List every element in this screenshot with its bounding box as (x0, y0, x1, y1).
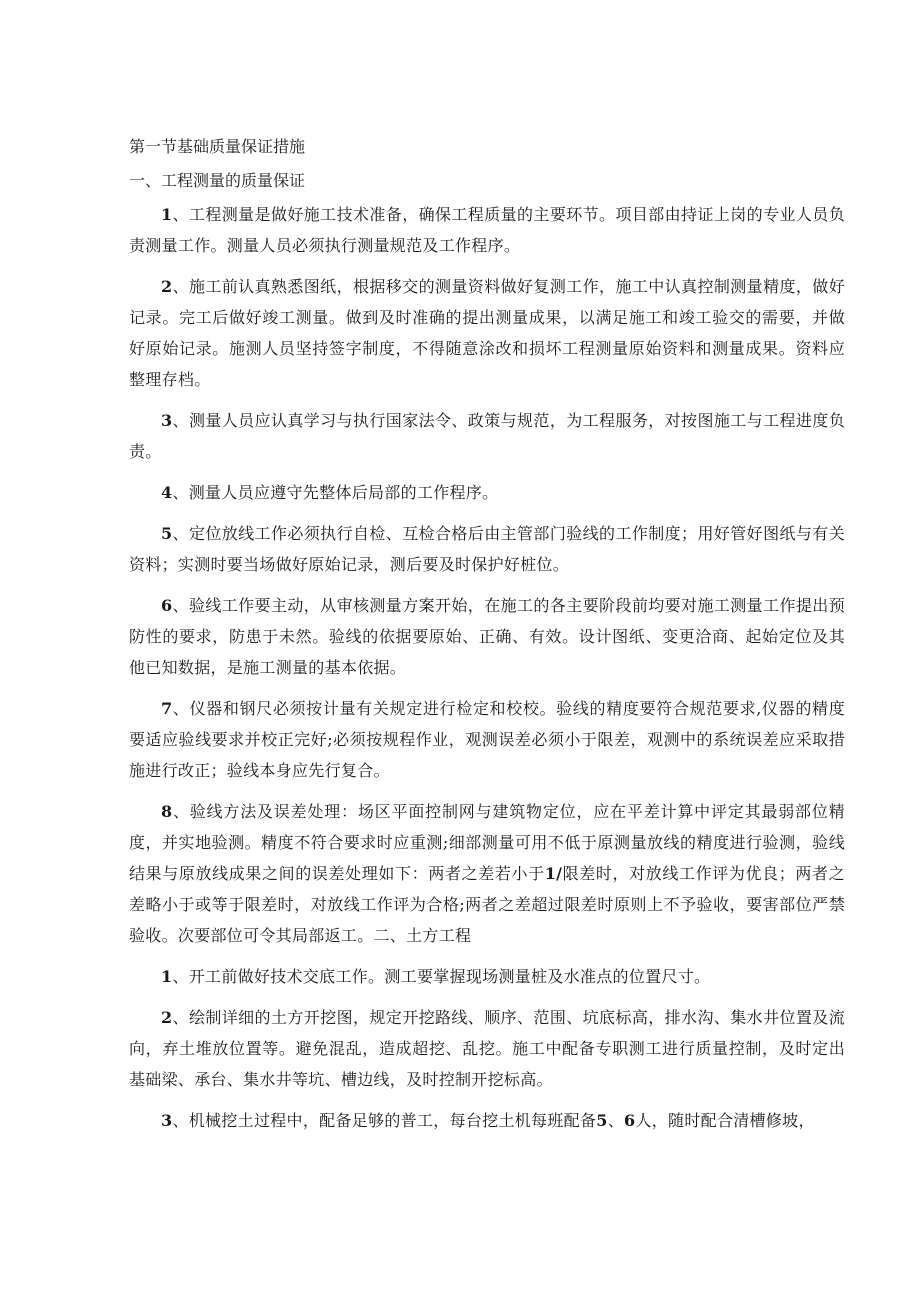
paragraph-item-8 (129, 796, 845, 951)
item-number: 2 (161, 1008, 173, 1027)
item-text: 、验线方法及误差处理：场区平面控制网与建筑物定位，应在平差计算中评定其最弱部位精度，并实地验测。精度不符合要求时应重测;细部测量可用不低于原测量放线的精度进行验测，验线结果与原放线成果之间的误差处理如下：两者之差若小于 (129, 802, 845, 883)
item-text: 、开工前做好技术交底工作。测工要掌握现场测量桩及水准点的位置尺寸。 (172, 967, 711, 986)
item-text: 、工程测量是做好施工技术准备，确保工程质量的主要环节。项目部由持证上岗的专业人员负责测量工作。测量人员必须执行测量规范及工作程序。 (129, 205, 845, 255)
item-count: 6 (624, 1111, 636, 1130)
section-title: 第一节基础质量保证措施 (129, 137, 306, 156)
subsection-title: 一、工程测量的质量保证 (129, 171, 306, 190)
item-number: 6 (161, 596, 173, 615)
item-text: 、绘制详细的土方开挖图，规定开挖路线、顺序、范围、坑底标高，排水沟、集水井位置及流向，弃土堆放位置等。避免混乱，造成超挖、乱挖。施工中配备专职测工进行质量控制，及时定出基础梁、承台、集水井等坑、槽边线，及时控制开挖标高。 (129, 1008, 845, 1089)
paragraph-earthwork-2 (129, 1002, 845, 1095)
item-text: 、定位放线工作必须执行自检、互检合格后由主管部门验线的工作制度；用好管好图纸与有关资料；实测时要当场做好原始记录，测后要及时保护好桩位。 (129, 524, 845, 574)
item-text: 、 (607, 1111, 624, 1130)
item-number: 5 (161, 524, 173, 543)
paragraph-item-6 (129, 590, 845, 683)
paragraph-item-5 (129, 518, 845, 580)
item-text: 、仪器和钢尺必须按计量有关规定进行检定和校校。验线的精度要符合规范要求,仪器的精度要适应验线要求并校正完好;必须按规程作业，观测误差必须小于限差，观测中的系统误差应采取措施进行改正；验线本身应先行复合。 (129, 699, 845, 780)
paragraph-item-7 (129, 693, 845, 786)
item-number: 3 (161, 1111, 173, 1130)
item-number: 1 (161, 967, 173, 986)
item-number: 4 (161, 483, 173, 502)
item-number: 1 (161, 205, 173, 224)
item-ratio: 1/ (544, 864, 563, 883)
item-text: 、验线工作要主动，从审核测量方案开始，在施工的各主要阶段前均要对施工测量工作提出预防性的要求，防患于未然。验线的依据要原始、正确、有效。设计图纸、变更洽商、起始定位及其他已知数据，是施工测量的基本依据。 (129, 596, 845, 677)
paragraph-earthwork-1 (129, 961, 845, 992)
item-text: 、机械挖土过程中，配备足够的普工，每台挖土机每班配备 (172, 1111, 597, 1130)
item-number: 3 (161, 411, 173, 430)
item-text: 、施工前认真熟悉图纸，根据移交的测量资料做好复测工作，施工中认真控制测量精度，做好记录。完工后做好竣工测量。做到及时准确的提出测量成果，以满足施工和竣工验交的需要，并做好原始记录。施测人员坚持签字制度，不得随意涂改和损坏工程测量原始资料和测量成果。资料应整理存档。 (129, 277, 845, 389)
item-text: 人，随时配合清槽修坡， (635, 1111, 815, 1130)
paragraph-earthwork-3 (129, 1105, 845, 1136)
paragraph-item-2 (129, 271, 845, 395)
item-text: 限差时，对放线工作评为优良；两者之差略小于或等于限差时，对放线工作评为合格;两者之差超过限差时原则上不予验收，要害部位严禁验收。次要部位可令其局部返工。二、土方工程 (129, 864, 845, 945)
item-count: 5 (596, 1111, 608, 1130)
paragraph-item-3 (129, 405, 845, 467)
paragraph-item-1 (129, 199, 845, 261)
paragraph-item-4 (129, 477, 845, 508)
item-number: 2 (161, 277, 173, 296)
item-text: 、测量人员应认真学习与执行国家法令、政策与规范，为工程服务，对按图施工与工程进度负责。 (129, 411, 845, 461)
item-number: 7 (161, 699, 173, 718)
document-body (129, 131, 845, 1146)
item-text: 、测量人员应遵守先整体后局部的工作程序。 (172, 483, 499, 502)
item-number: 8 (161, 802, 173, 821)
